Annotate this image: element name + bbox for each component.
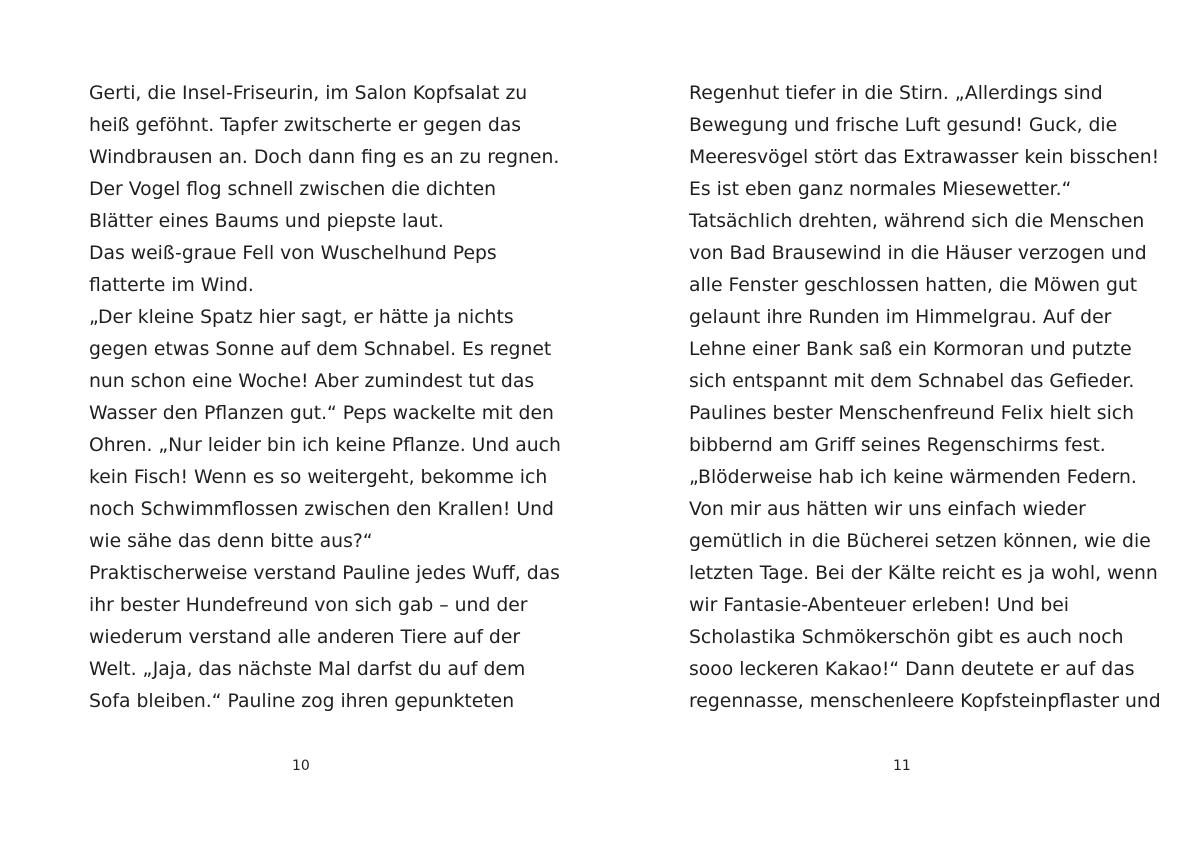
text-line: Ohren. „Nur leider bin ich keine Pflanze. Und auch (89, 435, 561, 456)
text-line: Es ist eben ganz normales Miesewetter.“ (689, 179, 1072, 200)
text-line: „Blöderweise hab ich keine wärmenden Federn. (689, 467, 1137, 488)
text-line: ihr bester Hundefreund von sich gab – und der (89, 595, 528, 616)
text-line: regennasse, menschenleere Kopfsteinpflaster und (689, 691, 1161, 712)
text-line: Welt. „Jaja, das nächste Mal darfst du auf dem (89, 659, 526, 680)
text-line: sich entspannt mit dem Schnabel das Gefieder. (689, 371, 1135, 392)
right-page-text (689, 78, 1161, 718)
text-line: Paulines bester Menschenfreund Felix hielt sich (689, 403, 1135, 424)
text-line: Das weiß-graue Fell von Wuschelhund Peps (89, 243, 497, 264)
text-line: „Der kleine Spatz hier sagt, er hätte ja nichts (89, 307, 514, 328)
text-line: Blätter eines Baums und piepste laut. (89, 211, 444, 232)
text-line: nun schon eine Woche! Aber zumindest tut das (89, 371, 535, 392)
text-line: sooo leckeren Kakao!“ Dann deutete er auf das (689, 659, 1135, 680)
text-line: Von mir aus hätten wir uns einfach wieder (689, 499, 1086, 520)
text-line: Regenhut tiefer in die Stirn. „Allerdings sind (689, 83, 1103, 104)
text-line: gelaunt ihre Runden im Himmelgrau. Auf der (689, 307, 1112, 328)
text-line: wir Fantasie-Abenteuer erleben! Und bei (689, 595, 1070, 616)
text-line: Windbrausen an. Doch dann fing es an zu regnen. (89, 147, 560, 168)
text-line: bibbernd am Griff seines Regenschirms fest. (689, 435, 1106, 456)
text-line: noch Schwimmflossen zwischen den Krallen! Und (89, 499, 554, 520)
text-line: Gerti, die Insel-Friseurin, im Salon Kopfsalat zu (89, 83, 528, 104)
text-line: gegen etwas Sonne auf dem Schnabel. Es regnet (89, 339, 552, 360)
text-line: Bewegung und frische Luft gesund! Guck, die (689, 115, 1118, 136)
right-page (600, 0, 1200, 848)
text-line: gemütlich in die Bücherei setzen können, wie die (689, 531, 1151, 552)
text-line: Meeresvögel stört das Extrawasser kein bisschen! (689, 147, 1160, 168)
text-line: von Bad Brausewind in die Häuser verzogen und (689, 243, 1147, 264)
text-line: Lehne einer Bank saß ein Kormoran und putzte (689, 339, 1132, 360)
page-number-right: 11 (893, 758, 911, 774)
text-line: wiederum verstand alle anderen Tiere auf der (89, 627, 521, 648)
text-line: Sofa bleiben.“ Pauline zog ihren gepunkteten (89, 691, 515, 712)
text-line: Wasser den Pflanzen gut.“ Peps wackelte mit den (89, 403, 554, 424)
text-line: heiß geföhnt. Tapfer zwitscherte er gegen das (89, 115, 522, 136)
text-line: Der Vogel flog schnell zwischen die dichten (89, 179, 497, 200)
text-line: flatterte im Wind. (89, 275, 254, 296)
text-line: Tatsächlich drehten, während sich die Menschen (689, 211, 1145, 232)
text-line: Scholastika Schmökerschön gibt es auch noch (689, 627, 1124, 648)
text-line: letzten Tage. Bei der Kälte reicht es ja wohl, wenn (689, 563, 1158, 584)
left-page-text (89, 78, 561, 718)
page-number-left: 10 (292, 758, 310, 774)
text-line: alle Fenster geschlossen hatten, die Möwen gut (689, 275, 1138, 296)
text-line: wie sähe das denn bitte aus?“ (89, 531, 373, 552)
text-line: Praktischerweise verstand Pauline jedes Wuff, das (89, 563, 560, 584)
text-line: kein Fisch! Wenn es so weitergeht, bekomme ich (89, 467, 548, 488)
